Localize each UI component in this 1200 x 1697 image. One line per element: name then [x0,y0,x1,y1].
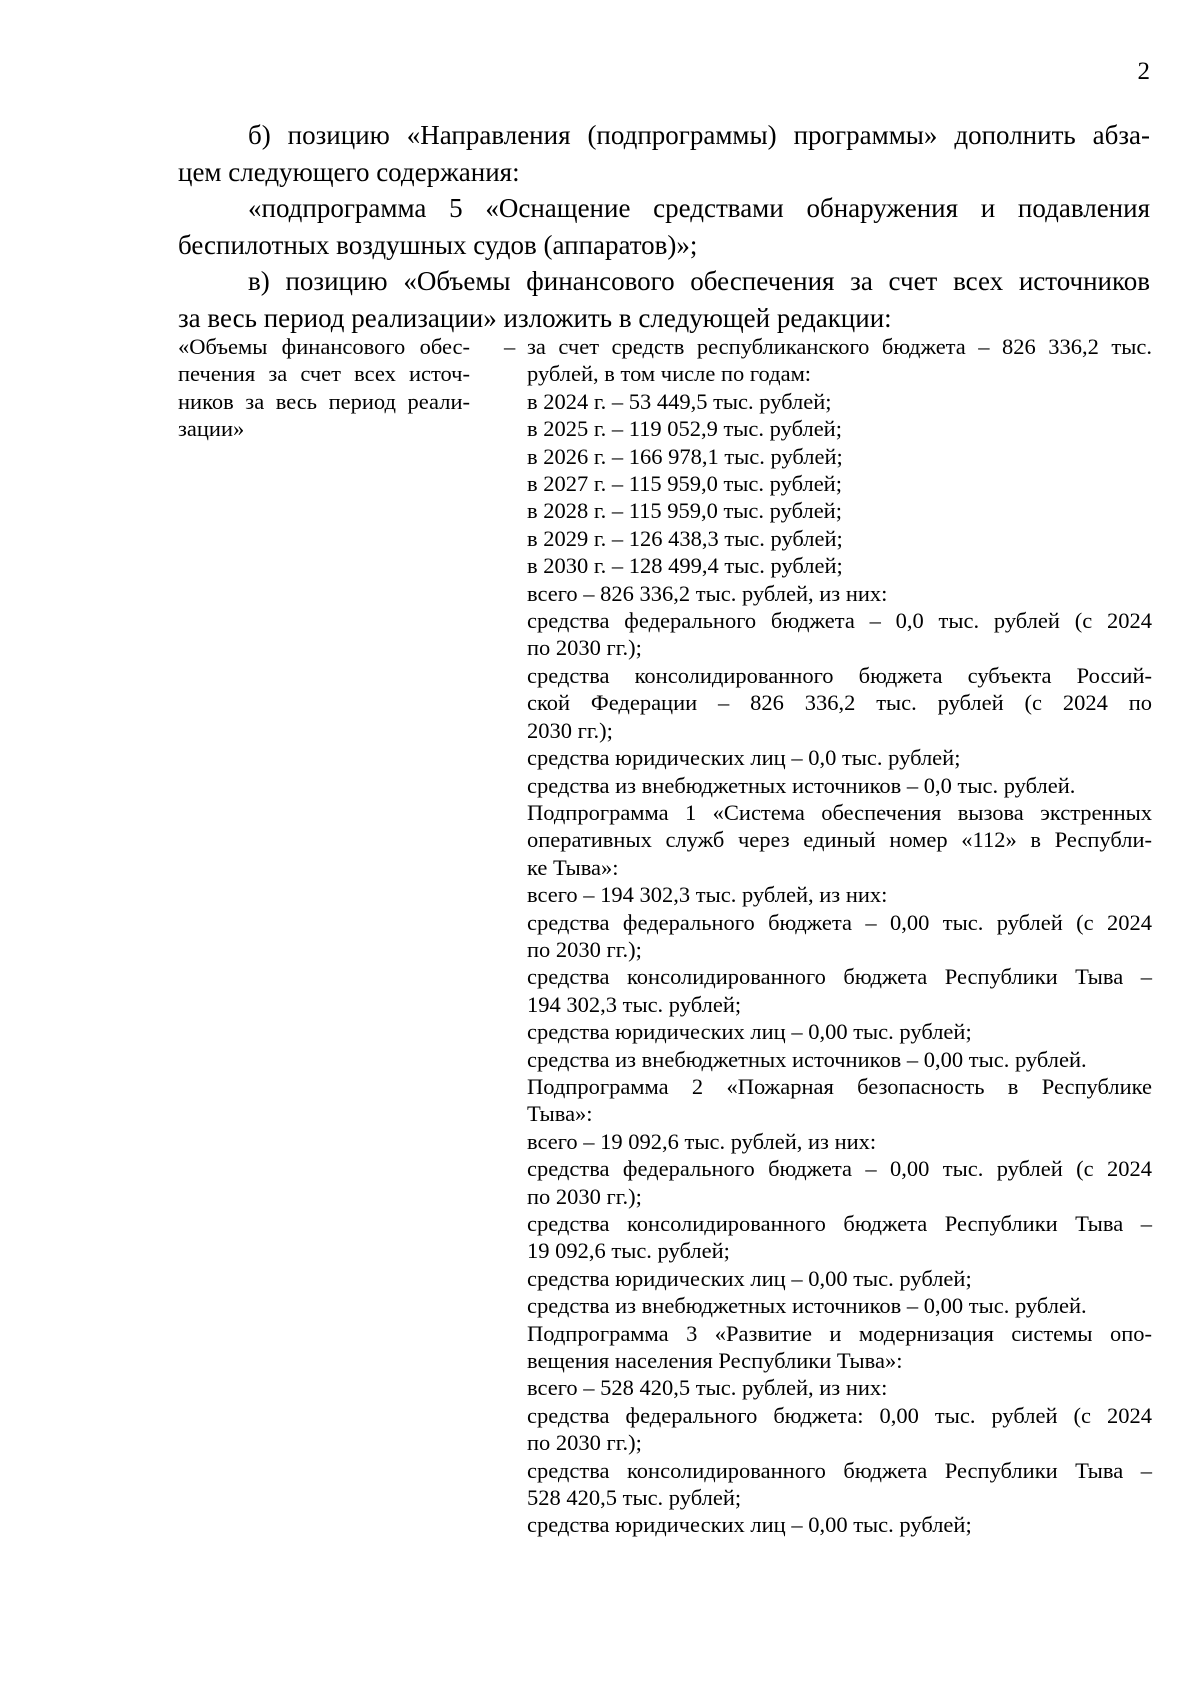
left-cell-line: зации» [178,416,245,442]
right-cell-line: средства консолидированного бюджета субъекта Россий- [527,662,1152,688]
right-cell-line: средства федерального бюджета: 0,00 тыс. рублей (с 2024 [527,1402,1152,1428]
right-cell-line: в 2025 г. – 119 052,9 тыс. рублей; [527,416,842,442]
right-cell-line: Тыва»: [527,1101,593,1127]
right-cell-line: всего – 528 420,5 тыс. рублей, из них: [527,1375,888,1401]
right-cell-line: средства федерального бюджета – 0,0 тыс. рублей (с 2024 [527,608,1152,634]
right-cell-line: всего – 19 092,6 тыс. рублей, из них: [527,1128,877,1154]
right-cell-line: всего – 194 302,3 тыс. рублей, из них: [527,882,888,908]
table-dash: – [504,334,516,359]
body-text [178,117,1150,337]
right-cell-line: 528 420,5 тыс. рублей; [527,1485,742,1511]
right-cell-line: средства из внебюджетных источников – 0,00 тыс. рублей. [527,1046,1087,1072]
right-cell-line: 19 092,6 тыс. рублей; [527,1238,730,1264]
quote-line-1: «подпрограмма 5 «Оснащение средствами обнаружения и подавления [248,193,1150,224]
right-cell-line: всего – 826 336,2 тыс. рублей, из них: [527,580,888,606]
right-cell-line: Подпрограмма 2 «Пожарная безопасность в Республике [527,1073,1152,1099]
page-number: 2 [1137,58,1150,85]
table-left-cell [178,333,470,443]
right-cell-line: за счет средств республиканского бюджета – 826 336,2 тыс. [527,334,1152,359]
right-cell-line: Подпрограмма 1 «Система обеспечения вызова экстренных [527,799,1152,825]
right-cell-line: вещения населения Республики Тыва»: [527,1348,903,1374]
right-cell-line: рублей, в том числе по годам: [527,361,812,387]
right-cell-line: средства юридических лиц – 0,00 тыс. рублей; [527,1019,972,1045]
paragraph-v-line-1: в) позицию «Объемы финансового обеспечения за счет всех источников [248,266,1150,297]
right-cell-line: средства федерального бюджета – 0,00 тыс. рублей (с 2024 [527,909,1152,935]
right-cell-line: средства консолидированного бюджета Республики Тыва – [527,964,1152,990]
right-cell-line: средства юридических лиц – 0,00 тыс. рублей; [527,1265,972,1291]
right-cell-line: в 2026 г. – 166 978,1 тыс. рублей; [527,443,843,469]
right-cell-line: в 2030 г. – 128 499,4 тыс. рублей; [527,553,843,579]
right-cell-line: по 2030 гг.); [527,1183,642,1209]
quote-line-2: беспилотных воздушных судов (аппаратов)»; [178,229,698,260]
left-cell-line: печения за счет всех источ- [178,361,470,387]
right-cell-line: ской Федерации – 826 336,2 тыс. рублей (с 2024 по [527,690,1152,716]
right-cell-line: в 2028 г. – 115 959,0 тыс. рублей; [527,498,842,524]
table-right-cell [527,333,1152,1539]
paragraph-v-line-2: за весь период реализации» изложить в следующей редакции: [178,302,892,333]
right-cell-line: средства из внебюджетных источников – 0,00 тыс. рублей. [527,1293,1087,1319]
right-cell-line: по 2030 гг.); [527,936,642,962]
right-cell-line: 194 302,3 тыс. рублей; [527,991,742,1017]
right-cell-line: Подпрограмма 3 «Развитие и модернизация системы опо- [527,1320,1152,1346]
right-cell-line: по 2030 гг.); [527,1430,642,1456]
left-cell-line: «Объемы финансового обес- [178,334,470,359]
right-cell-line: в 2027 г. – 115 959,0 тыс. рублей; [527,471,842,497]
left-cell-line: ников за весь период реали- [178,388,470,414]
right-cell-line: в 2024 г. – 53 449,5 тыс. рублей; [527,388,832,414]
right-cell-line: средства федерального бюджета – 0,00 тыс. рублей (с 2024 [527,1156,1152,1182]
right-cell-line: средства юридических лиц – 0,00 тыс. рублей; [527,1512,972,1538]
right-cell-line: средства консолидированного бюджета Республики Тыва – [527,1457,1152,1483]
right-cell-line: оперативных служб через единый номер «112» в Республи- [527,827,1152,853]
right-cell-line: средства юридических лиц – 0,0 тыс. рублей; [527,745,961,771]
right-cell-line: по 2030 гг.); [527,635,642,661]
right-cell-line: средства из внебюджетных источников – 0,0 тыс. рублей. [527,772,1076,798]
right-cell-line: 2030 гг.); [527,717,613,743]
paragraph-b-line-1: б) позицию «Направления (подпрограммы) программы» дополнить абза- [248,120,1150,150]
paragraph-b-line-2: цем следующего содержания: [178,156,520,187]
right-cell-line: в 2029 г. – 126 438,3 тыс. рублей; [527,525,843,551]
right-cell-line: средства консолидированного бюджета Республики Тыва – [527,1211,1152,1236]
right-cell-line: ке Тыва»: [527,854,619,880]
